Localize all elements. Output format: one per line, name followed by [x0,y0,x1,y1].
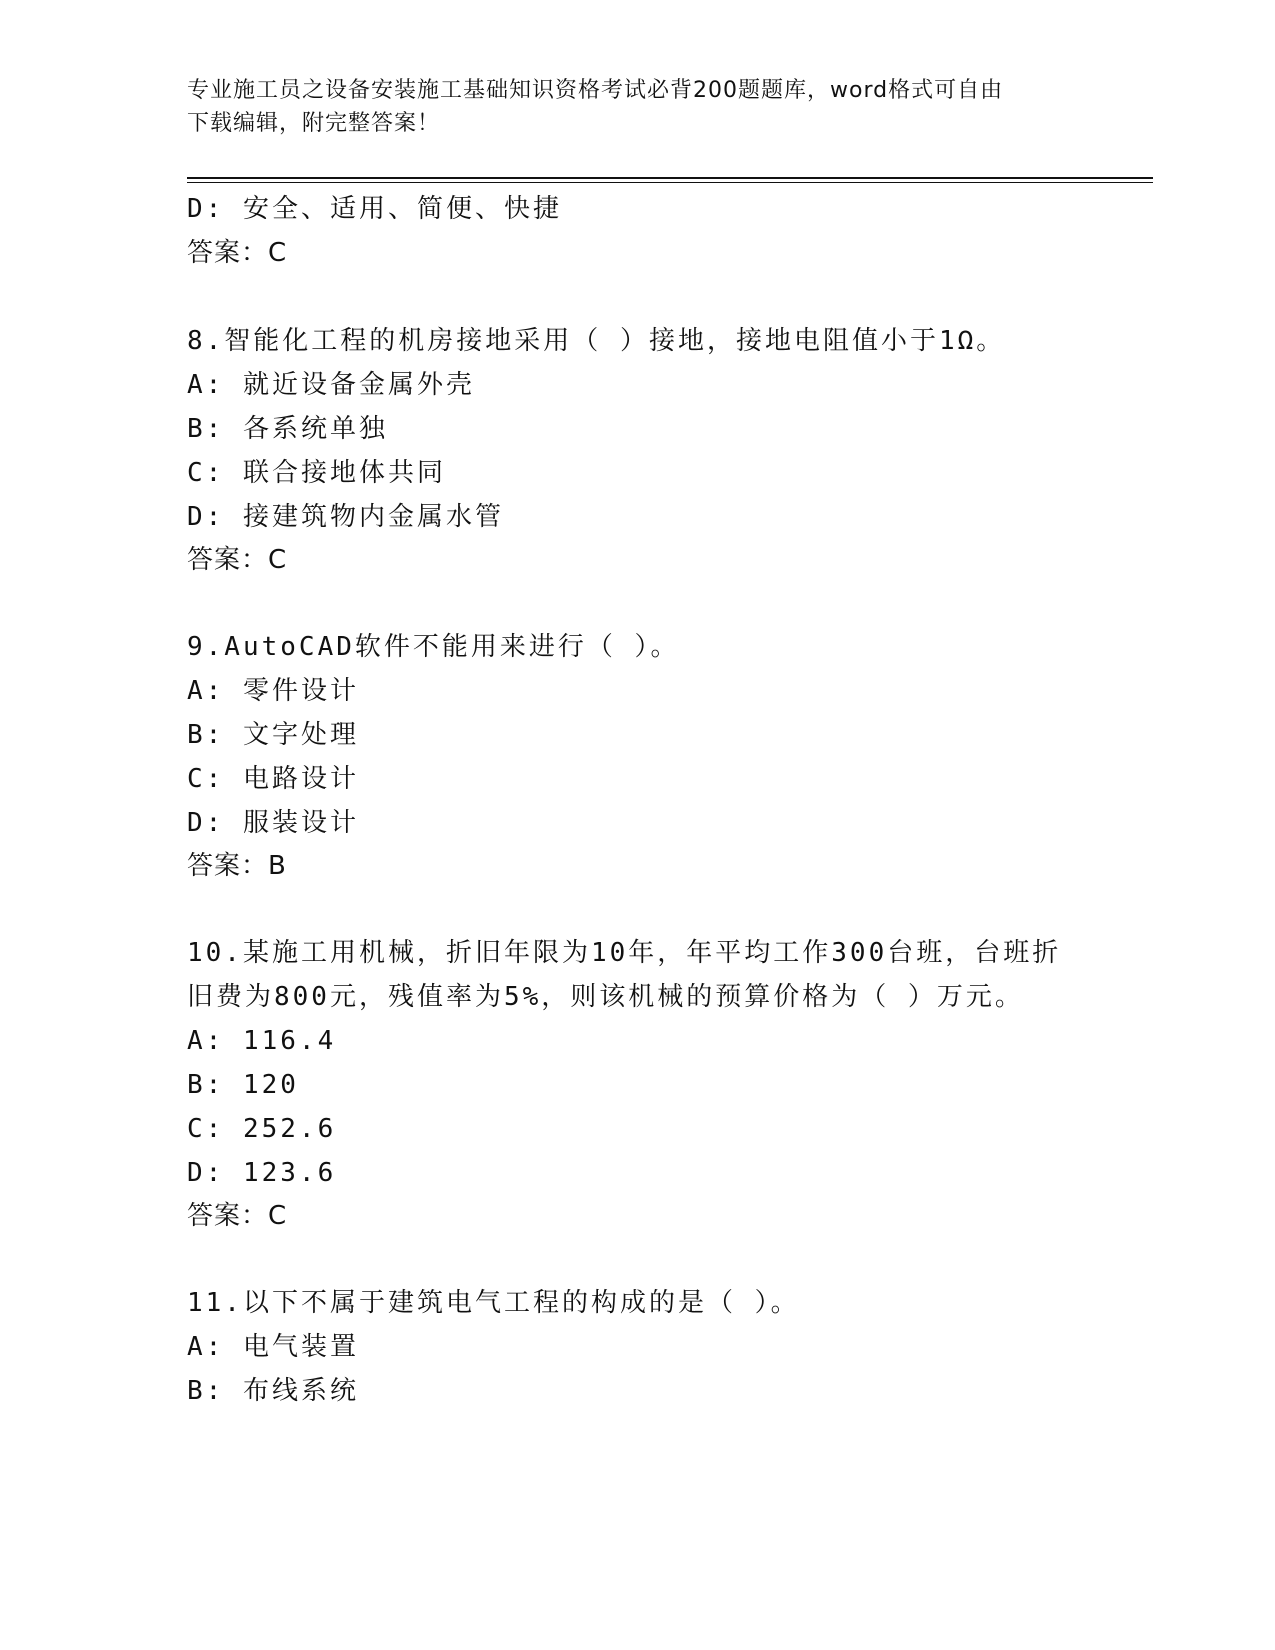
q8-answer: 答案：C [187,545,288,575]
q9-option-b: B: 文字处理 [187,720,359,750]
q9-option-a: A: 零件设计 [187,676,359,706]
header-line-2: 下载编辑，附完整答案！ [187,111,441,136]
q8-stem: 8.智能化工程的机房接地采用（ ）接地，接地电阻值小于1Ω。 [187,326,1006,356]
q9-option-d: D: 服装设计 [187,808,359,838]
q10-stem-line-1: 10.某施工用机械，折旧年限为10年，年平均工作300台班，台班折 [187,938,1062,968]
q8-option-c: C: 联合接地体共同 [187,458,446,488]
header-divider-thin [187,182,1153,183]
q11-option-a: A: 电气装置 [187,1332,359,1362]
prev-answer: 答案：C [187,238,288,268]
q10-option-d: D: 123.6 [187,1158,337,1188]
header-line-1: 专业施工员之设备安装施工基础知识资格考试必背200题题库，word格式可自由 [187,78,1004,103]
q10-answer: 答案：C [187,1201,288,1231]
q8-option-b: B: 各系统单独 [187,414,388,444]
prev-option-d: D: 安全、适用、简便、快捷 [187,194,562,224]
q10-option-a: A: 116.4 [187,1026,337,1056]
q8-option-d: D: 接建筑物内金属水管 [187,502,504,532]
q9-answer: 答案：B [187,851,287,881]
q10-option-b: B: 120 [187,1070,299,1100]
q11-option-b: B: 布线系统 [187,1376,359,1406]
q9-stem: 9.AutoCAD软件不能用来进行（ ）。 [187,632,680,662]
document-header [187,74,1087,140]
q9-option-c: C: 电路设计 [187,764,359,794]
q10-option-c: C: 252.6 [187,1114,337,1144]
q11-stem: 11.以下不属于建筑电气工程的构成的是（ ）。 [187,1288,800,1318]
header-divider-thick [187,177,1153,179]
q10-stem-line-2: 旧费为800元，残值率为5%，则该机械的预算价格为（ ）万元。 [187,982,1024,1012]
q8-option-a: A: 就近设备金属外壳 [187,370,475,400]
